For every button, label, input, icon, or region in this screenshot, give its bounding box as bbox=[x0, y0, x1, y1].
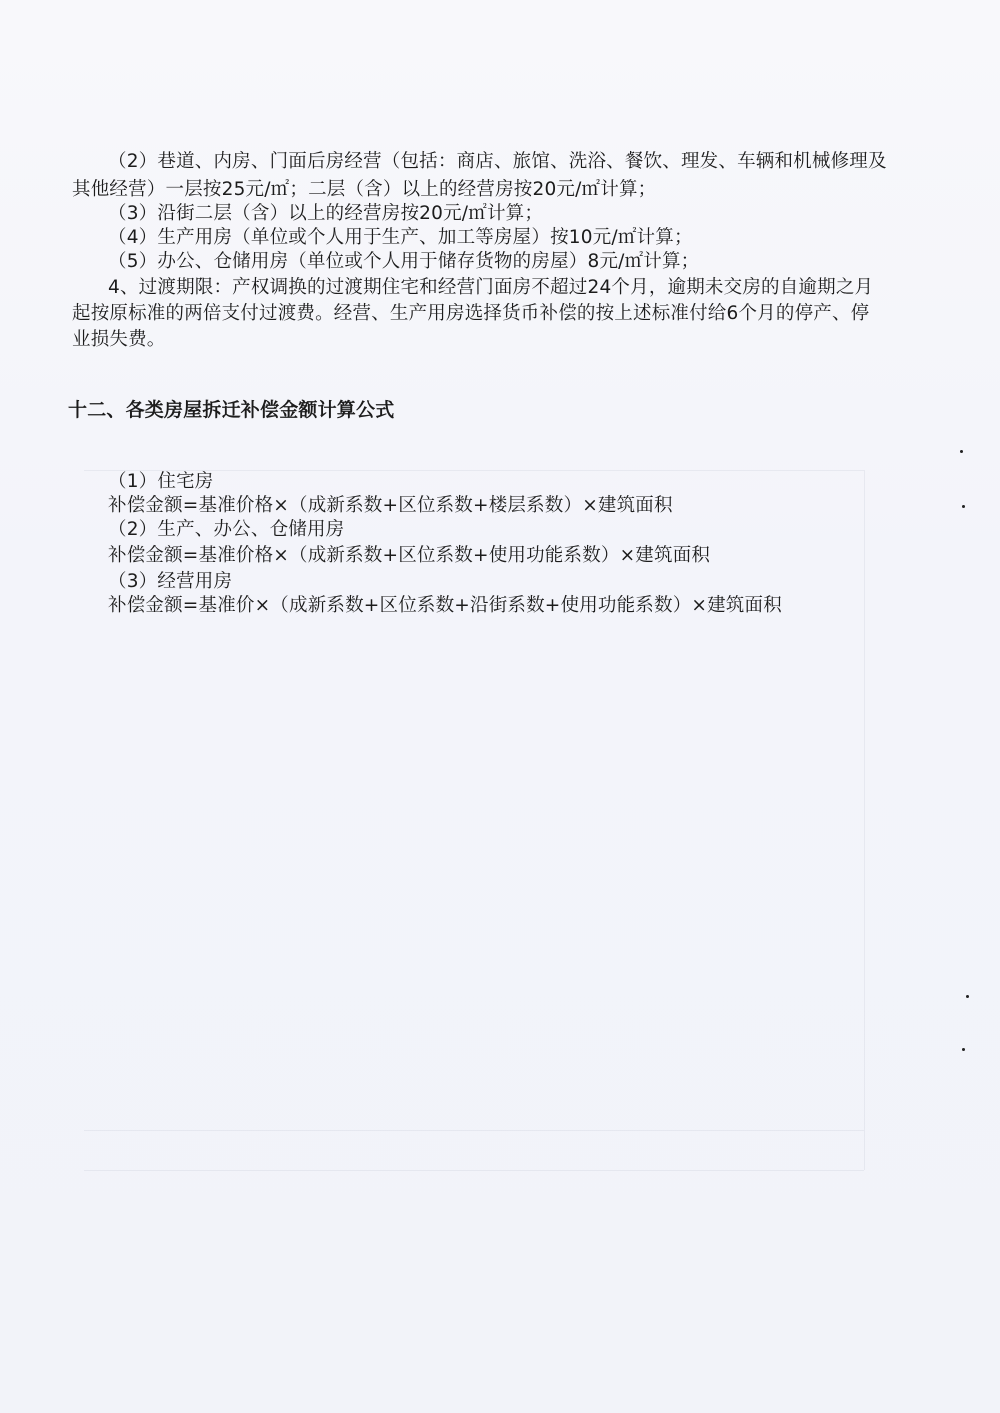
business-formula: 补偿金额=基准价×（成新系数+区位系数+沿街系数+使用功能系数）×建筑面积 bbox=[108, 595, 782, 616]
item-5: （5）办公、仓储用房（单位或个人用于储存货物的房屋）8元/㎡计算； bbox=[108, 251, 700, 272]
production-formula: 补偿金额=基准价格×（成新系数+区位系数+使用功能系数）×建筑面积 bbox=[108, 545, 711, 566]
business-label: （3）经营用房 bbox=[108, 571, 233, 592]
scan-speck bbox=[966, 995, 969, 998]
scan-speck bbox=[962, 505, 965, 508]
residential-label: （1）住宅房 bbox=[108, 471, 214, 492]
transition-line-1: 4、过渡期限：产权调换的过渡期住宅和经营门面房不超过24个月，逾期未交房的自逾期之月 bbox=[108, 277, 874, 298]
scan-speck bbox=[960, 450, 963, 453]
item-2-line-1: （2）巷道、内房、门面后房经营（包括：商店、旅馆、洗浴、餐饮、理发、车辆和机械修理及 bbox=[108, 151, 887, 172]
scan-speck bbox=[962, 1048, 965, 1051]
transition-line-2: 起按原标准的两倍支付过渡费。经营、生产用房选择货币补偿的按上述标准付给6个月的停产、停 bbox=[72, 303, 870, 324]
residential-formula: 补偿金额=基准价格×（成新系数+区位系数+楼层系数）×建筑面积 bbox=[108, 495, 673, 516]
production-label: （2）生产、办公、仓储用房 bbox=[108, 519, 345, 540]
item-3: （3）沿街二层（含）以上的经营房按20元/㎡计算； bbox=[108, 203, 544, 224]
bleed-through-line bbox=[864, 470, 865, 1170]
section-12-heading: 十二、各类房屋拆迁补偿金额计算公式 bbox=[68, 399, 395, 421]
item-2-line-2: 其他经营）一层按25元/㎡；二层（含）以上的经营房按20元/㎡计算； bbox=[72, 179, 657, 200]
item-4: （4）生产用房（单位或个人用于生产、加工等房屋）按10元/㎡计算； bbox=[108, 227, 693, 248]
bleed-through-line bbox=[84, 1170, 864, 1171]
transition-line-3: 业损失费。 bbox=[72, 329, 166, 350]
bleed-through-line bbox=[84, 1130, 864, 1131]
